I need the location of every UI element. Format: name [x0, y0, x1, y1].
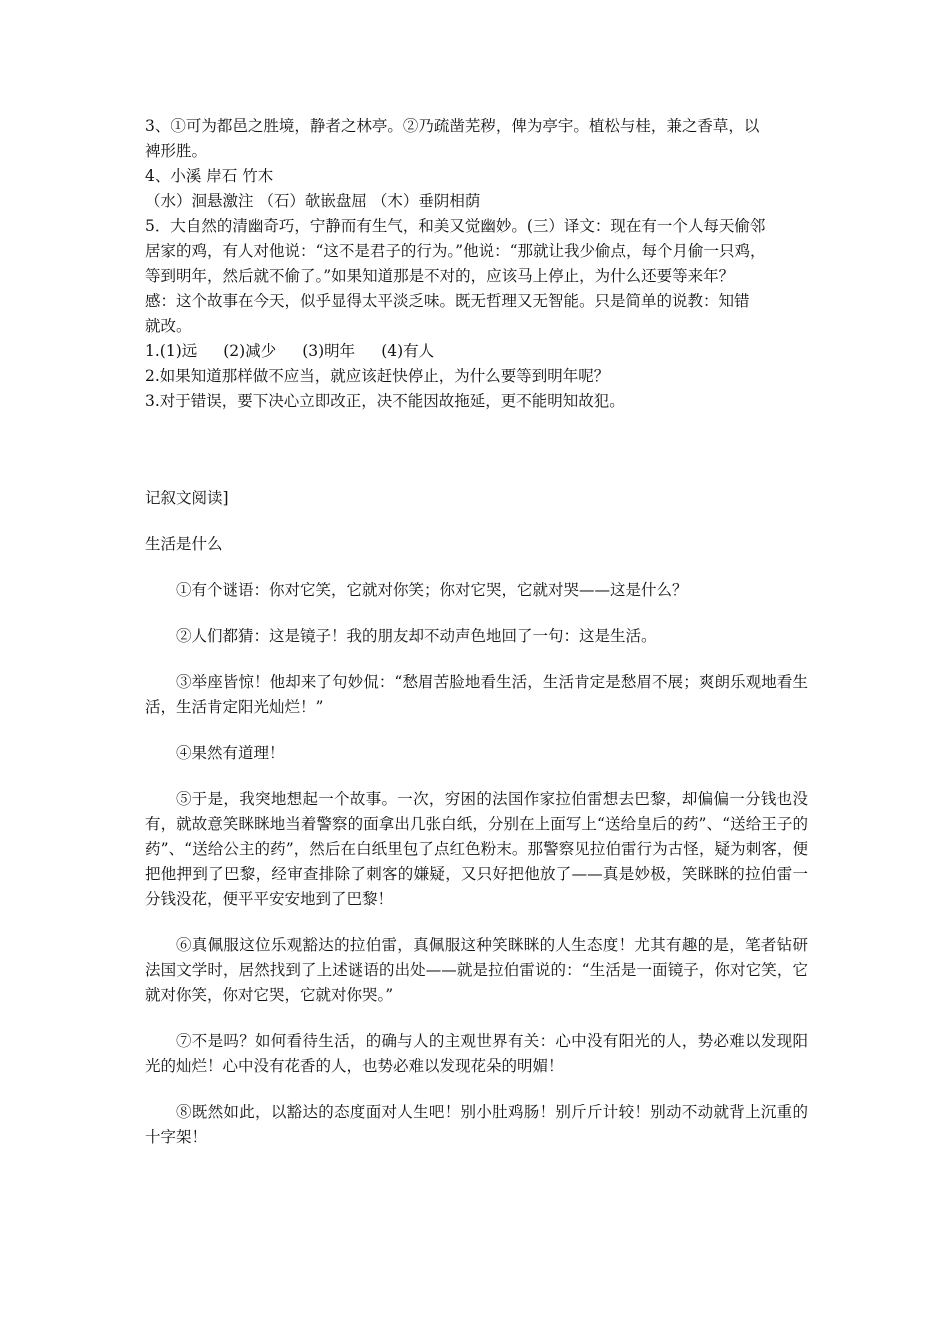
answer-3-line-2: 裨形胜。: [145, 142, 208, 160]
section-heading: 记叙文阅读]: [145, 489, 229, 507]
answer-3-line-1: 3、①可为都邑之胜境，静者之林亭。②乃疏凿芜秽，俾为亭宇。植松与桂，兼之香草，以: [145, 117, 760, 135]
paragraph-3: ③举座皆惊！他却来了句妙侃：“愁眉苦脸地看生活，生活肯定是愁眉不展；爽朗乐观地看生活，生活肯定阳光灿烂！”: [145, 673, 808, 716]
reflection-line-2: 就改。: [145, 317, 192, 335]
vocab-item: (3)明年: [302, 342, 356, 360]
vocab-answers: [145, 339, 808, 364]
vocab-item: (4)有人: [381, 342, 435, 360]
document-page: [145, 114, 808, 1150]
answer-4-line-2: （水）洄悬激注 （石）欹嵌盘屈 （木）垂阴相荫: [145, 192, 481, 210]
paragraph-1: ①有个谜语：你对它笑，它就对你笑；你对它哭，它就对哭——这是什么？: [176, 581, 688, 599]
answer-5-line-3: 等到明年，然后就不偷了。”如果知道那是不对的，应该马上停止，为什么还要等来年？: [145, 267, 735, 285]
paragraph-8: ⑧既然如此，以豁达的态度面对人生吧！别小肚鸡肠！别斤斤计较！别动不动就背上沉重的十字架！: [145, 1103, 808, 1146]
paragraph-7: ⑦不是吗？如何看待生活，的确与人的主观世界有关：心中没有阳光的人，势必难以发现阳光的灿烂！心中没有花香的人，也势必难以发现花朵的明媚！: [145, 1032, 808, 1075]
answer-5-line-1: 5．大自然的清幽奇巧，宁静而有生气，和美又觉幽妙。(三）译文：现在有一个人每天偷邻: [145, 217, 766, 235]
answer-4-line-1: 4、小溪 岸石 竹木: [145, 167, 274, 185]
paragraph-4: ④果然有道理！: [176, 744, 285, 762]
translation-answer: 2.如果知道那样做不应当，就应该赶快停止，为什么要等到明年呢？: [145, 367, 610, 385]
article-title: 生活是什么: [145, 535, 223, 553]
paragraph-6: ⑥真佩服这位乐观豁达的拉伯雷，真佩服这种笑眯眯的人生态度！尤其有趣的是，笔者钻研法国文学时，居然找到了上述谜语的出处——就是拉伯雷说的：“生活是一面镜子，你对它笑，它就对你笑，你对它哭，它就对你哭。”: [145, 936, 808, 1004]
paragraph-2: ②人们都猜：这是镜子！我的朋友却不动声色地回了一句：这是生活。: [176, 627, 657, 645]
answer-5-line-2: 居家的鸡，有人对他说：“这不是君子的行为。”他说：“那就让我少偷点，每个月偷一只鸡，: [145, 242, 766, 260]
lesson-answer: 3.对于错误，要下决心立即改正，决不能因故拖延，更不能明知故犯。: [145, 392, 625, 410]
paragraph-5: ⑤于是，我突地想起一个故事。一次，穷困的法国作家拉伯雷想去巴黎，却偏偏一分钱也没有，就故意笑眯眯地当着警察的面拿出几张白纸，分别在上面写上“送给皇后的药”、“送给王子的药”、“送给公主的药”，然后在白纸里包了点红色粉末。那警察见拉伯雷行为古怪，疑为刺客，便把他押到了巴黎，经审查排除了刺客的嫌疑，又只好把他放了——真是妙极，笑眯眯的拉伯雷一分钱没花，便平平安安地到了巴黎！: [145, 790, 808, 908]
vocab-item: 1.(1)远: [145, 342, 198, 360]
reflection-line-1: 感：这个故事在今天，似乎显得太平淡乏味。既无哲理又无智能。只是简单的说教：知错: [145, 292, 750, 310]
vocab-item: (2)减少: [223, 342, 277, 360]
